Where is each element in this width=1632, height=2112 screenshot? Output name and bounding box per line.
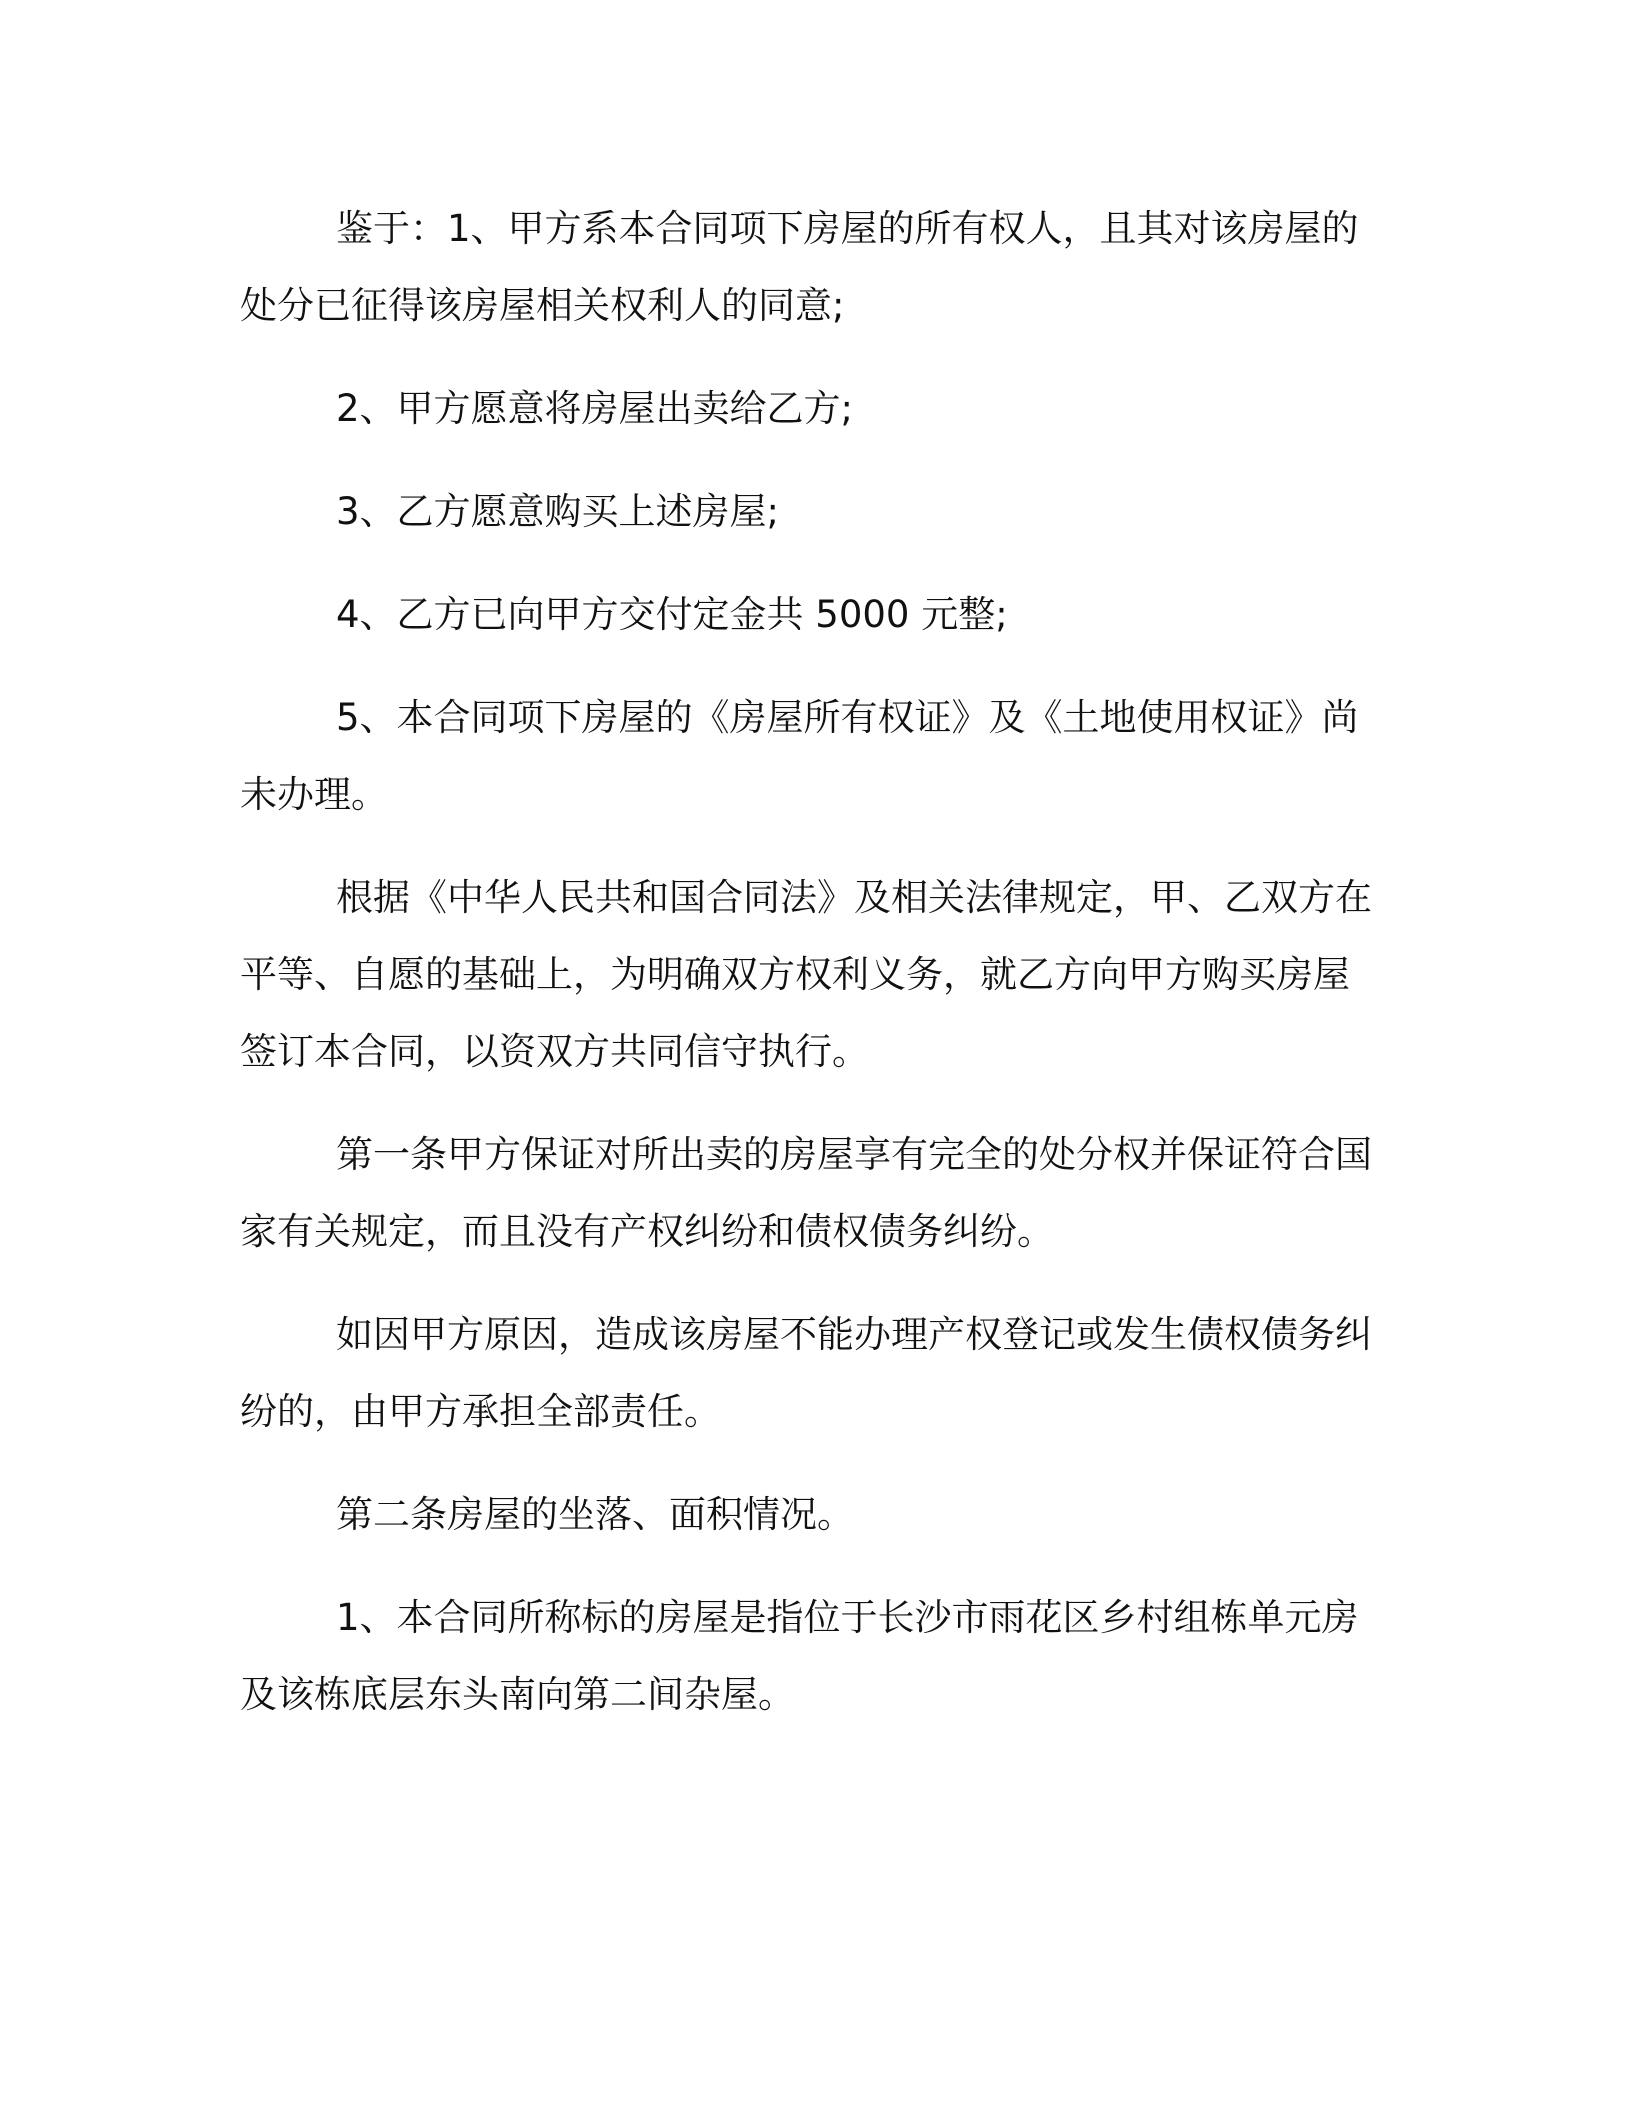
document-body (240, 190, 1380, 1733)
paragraph-legal-basis: 根据《中华人民共和国合同法》及相关法律规定，甲、乙双方在平等、自愿的基础上，为明确双方权利义务，就乙方向甲方购买房屋签订本合同，以资双方共同信守执行。 (240, 876, 1372, 1073)
paragraph-recitals-3: 3、乙方愿意购买上述房屋; (336, 490, 780, 533)
paragraph-recitals-2: 2、甲方愿意将房屋出卖给乙方; (336, 387, 854, 430)
paragraph-recitals-5: 5、本合同项下房屋的《房屋所有权证》及《土地使用权证》尚未办理。 (240, 696, 1359, 816)
paragraph-article-1: 第一条甲方保证对所出卖的房屋享有完全的处分权并保证符合国家有关规定，而且没有产权纠纷和债权债务纠纷。 (240, 1133, 1372, 1253)
paragraph-article-2-heading: 第二条房屋的坐落、面积情况。 (336, 1493, 854, 1536)
paragraph-article-2-item-1: 1、本合同所称标的房屋是指位于长沙市雨花区乡村组栋单元房及该栋底层东头南向第二间杂屋。 (240, 1596, 1359, 1716)
paragraph-recitals-1: 鉴于：1、甲方系本合同项下房屋的所有权人，且其对该房屋的处分已征得该房屋相关权利人的同意; (240, 207, 1359, 327)
paragraph-article-1-liability: 如因甲方原因，造成该房屋不能办理产权登记或发生债权债务纠纷的，由甲方承担全部责任。 (240, 1313, 1372, 1433)
paragraph-recitals-4: 4、乙方已向甲方交付定金共 5000 元整; (336, 593, 1008, 636)
